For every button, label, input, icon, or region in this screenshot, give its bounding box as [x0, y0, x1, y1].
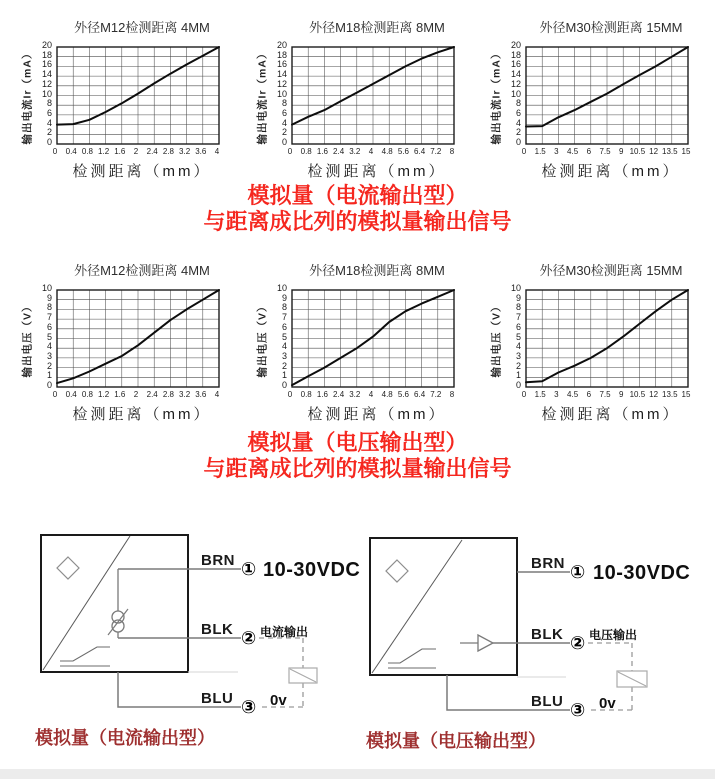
x-tick-label: 6 — [586, 390, 592, 399]
x-tick-label: 0.4 — [65, 390, 77, 399]
grid-lines — [292, 47, 454, 144]
x-tick-label: 0 — [287, 390, 293, 399]
x-tick-label: 2.8 — [162, 147, 174, 156]
y-axis-label: 输出电压（V） — [21, 299, 33, 378]
y-tick-label: 1 — [515, 370, 521, 381]
y-tick-label: 14 — [276, 69, 287, 80]
x-tick-label: 8 — [449, 390, 455, 399]
x-tick-label: 0 — [52, 390, 58, 399]
y-tick-label: 14 — [510, 69, 521, 80]
x-tick-label: 0 — [521, 390, 527, 399]
current-source-arrow — [108, 609, 128, 635]
y-tick-label: 8 — [515, 98, 521, 109]
x-tick-label: 10.5 — [629, 147, 646, 156]
chart-title: 外径M12检测距离 4MM — [74, 20, 210, 35]
output-curve-icon — [388, 649, 436, 663]
y-tick-label: 2 — [281, 127, 287, 138]
x-axis-label: 检测距离（mm） — [72, 406, 212, 423]
x-tick-label: 0.8 — [81, 147, 93, 156]
x-tick-label: 1.2 — [98, 147, 110, 156]
y-tick-label: 6 — [515, 107, 521, 118]
y-tick-label: 2 — [46, 360, 52, 371]
y-tick-label: 2 — [515, 360, 521, 371]
x-tick-label: 7.5 — [599, 147, 611, 156]
x-tick-label: 1.5 — [534, 390, 546, 399]
output-type-label: 电流输出 — [260, 625, 309, 639]
y-axis-label: 输出电流Ir（mA） — [21, 47, 33, 144]
y-axis-ticks — [503, 40, 524, 147]
y-tick-label: 18 — [41, 49, 52, 60]
x-axis-ticks — [287, 146, 464, 157]
y-tick-label: 14 — [41, 69, 52, 80]
y-tick-label: 10 — [41, 283, 52, 293]
y-tick-label: 0 — [515, 380, 521, 390]
output-type-label: 电压输出 — [589, 628, 638, 642]
x-tick-label: 2.4 — [333, 147, 345, 156]
x-axis-ticks — [521, 146, 698, 157]
zero-volt-label: 0v — [599, 695, 616, 712]
y-tick-label: 6 — [46, 107, 52, 118]
x-tick-label: 0.8 — [81, 390, 93, 399]
chart-voltage-m18 — [254, 263, 464, 424]
x-tick-label: 8 — [449, 147, 455, 156]
y-tick-label: 12 — [276, 78, 287, 89]
chart-title: 外径M18检测距离 8MM — [309, 263, 445, 278]
x-tick-label: 6.4 — [414, 147, 426, 156]
heading-line-2: 与距离成比列的模拟量输出信号 — [203, 209, 512, 234]
x-tick-label: 9 — [618, 147, 624, 156]
pin-2-icon: ② — [241, 628, 257, 648]
x-tick-label: 0.8 — [300, 390, 312, 399]
x-tick-label: 3.6 — [195, 147, 207, 156]
heading-line-1: 模拟量（电压输出型） — [247, 430, 468, 455]
y-tick-label: 6 — [46, 321, 52, 332]
y-tick-label: 7 — [281, 312, 287, 323]
x-tick-label: 7.5 — [599, 390, 611, 399]
x-axis-label: 检测距离（mm） — [307, 406, 447, 423]
x-tick-label: 2.4 — [146, 390, 158, 399]
y-tick-label: 8 — [281, 98, 287, 109]
heading-line-2: 与距离成比列的模拟量输出信号 — [203, 456, 512, 481]
y-tick-label: 1 — [46, 370, 52, 381]
x-tick-label: 1.5 — [534, 147, 546, 156]
y-tick-label: 0 — [46, 137, 52, 147]
x-tick-label: 1.2 — [98, 390, 110, 399]
wire-label-blu: BLU — [531, 693, 564, 710]
x-axis-ticks — [52, 389, 229, 400]
x-tick-label: 9 — [618, 390, 624, 399]
heading-current-output — [0, 183, 715, 235]
wiring-diagram-voltage — [352, 520, 697, 770]
x-tick-label: 4.5 — [567, 147, 579, 156]
y-axis-label: 输出电压（V） — [490, 299, 502, 378]
wire-label-brn: BRN — [201, 552, 235, 569]
x-tick-label: 2.4 — [333, 390, 345, 399]
x-tick-label: 7.2 — [430, 390, 442, 399]
x-tick-label: 1.6 — [316, 147, 328, 156]
chart-current-m12 — [19, 20, 229, 181]
diagram-caption: 模拟量（电压输出型） — [366, 731, 546, 751]
x-tick-label: 5.6 — [397, 147, 409, 156]
x-tick-label: 2.4 — [146, 147, 158, 156]
x-tick-label: 7.2 — [430, 147, 442, 156]
wiring-diagram-graphics — [20, 520, 360, 720]
x-tick-label: 2 — [133, 390, 139, 399]
y-tick-label: 7 — [46, 312, 52, 323]
zero-volt-label: 0v — [270, 692, 287, 709]
chart-title: 外径M12检测距离 4MM — [74, 263, 210, 278]
x-tick-label: 1.6 — [114, 390, 126, 399]
grid-lines — [57, 47, 219, 144]
x-tick-label: 0 — [287, 147, 293, 156]
y-tick-label: 12 — [510, 78, 521, 89]
x-tick-label: 3 — [554, 390, 559, 399]
x-tick-label: 3.2 — [179, 147, 191, 156]
y-tick-label: 7 — [515, 312, 521, 323]
x-tick-label: 3.2 — [349, 147, 361, 156]
y-tick-label: 2 — [515, 127, 521, 138]
y-tick-label: 10 — [510, 88, 521, 99]
x-axis-label: 检测距离（mm） — [72, 163, 212, 180]
x-tick-label: 4.8 — [381, 390, 393, 399]
x-axis-ticks — [287, 389, 464, 400]
y-tick-label: 3 — [515, 350, 521, 361]
y-tick-label: 3 — [281, 350, 287, 361]
wire-label-blu: BLU — [201, 690, 234, 707]
x-tick-label: 12 — [649, 390, 659, 399]
y-tick-label: 18 — [276, 49, 287, 60]
x-tick-label: 4 — [368, 147, 374, 156]
y-tick-label: 2 — [281, 360, 287, 371]
supply-voltage-label: 10-30VDC — [593, 562, 691, 584]
chart-current-m30 — [488, 20, 698, 181]
plot-area — [524, 45, 690, 146]
chart-title: 外径M18检测距离 8MM — [309, 20, 445, 35]
y-tick-label: 10 — [276, 283, 287, 293]
x-tick-label: 15 — [681, 390, 691, 399]
x-tick-label: 3.2 — [179, 390, 191, 399]
y-tick-label: 18 — [510, 49, 521, 60]
x-tick-label: 0 — [521, 147, 527, 156]
y-tick-label: 1 — [281, 370, 287, 381]
wire-label-brn: BRN — [531, 555, 565, 572]
y-tick-label: 6 — [281, 107, 287, 118]
y-tick-label: 20 — [41, 40, 52, 50]
y-tick-label: 8 — [46, 302, 52, 313]
diamond-icon — [57, 557, 79, 579]
x-tick-label: 1.6 — [316, 390, 328, 399]
plot-area — [55, 288, 221, 389]
chart-current-m18 — [254, 20, 464, 181]
x-tick-label: 3.6 — [195, 390, 207, 399]
y-tick-label: 8 — [46, 98, 52, 109]
x-tick-label: 4.5 — [567, 390, 579, 399]
wiring-diagram-current — [20, 520, 365, 770]
x-tick-label: 4 — [368, 390, 374, 399]
y-tick-label: 5 — [515, 331, 521, 342]
y-tick-label: 2 — [46, 127, 52, 138]
x-tick-label: 4 — [214, 147, 220, 156]
y-axis-ticks — [34, 283, 55, 390]
y-tick-label: 4 — [515, 341, 521, 352]
y-tick-label: 0 — [281, 380, 287, 390]
x-axis-label: 检测距离（mm） — [541, 406, 681, 423]
x-tick-label: 10.5 — [629, 390, 646, 399]
x-tick-label: 4 — [214, 390, 220, 399]
y-tick-label: 6 — [515, 321, 521, 332]
x-tick-label: 3.2 — [349, 390, 361, 399]
plot-area — [524, 288, 690, 389]
y-tick-label: 12 — [41, 78, 52, 89]
y-tick-label: 0 — [515, 137, 521, 147]
wire-label-blk: BLK — [201, 621, 234, 638]
amplifier-icon — [478, 635, 493, 651]
heading-voltage-output — [0, 430, 715, 482]
pin-3-icon: ③ — [241, 697, 257, 717]
chart-voltage-m30 — [488, 263, 698, 424]
plot-area — [290, 45, 456, 146]
x-axis-ticks — [52, 146, 229, 157]
x-tick-label: 12 — [649, 147, 659, 156]
x-tick-label: 15 — [681, 147, 691, 156]
y-tick-label: 0 — [281, 137, 287, 147]
diamond-icon — [386, 560, 408, 582]
output-curve-icon — [60, 647, 110, 661]
y-tick-label: 16 — [276, 59, 287, 70]
pin-2-icon: ② — [570, 633, 586, 653]
x-tick-label: 1.6 — [114, 147, 126, 156]
y-tick-label: 16 — [41, 59, 52, 70]
x-tick-label: 3 — [554, 147, 559, 156]
y-tick-label: 8 — [281, 302, 287, 313]
wiring-diagram-graphics — [352, 520, 697, 720]
y-tick-label: 4 — [515, 117, 521, 128]
y-tick-label: 4 — [46, 117, 52, 128]
x-axis-label: 检测距离（mm） — [307, 163, 447, 180]
y-axis-ticks — [503, 283, 524, 390]
y-tick-label: 4 — [281, 117, 287, 128]
y-axis-ticks — [34, 40, 55, 147]
y-tick-label: 20 — [276, 40, 287, 50]
x-tick-label: 13.5 — [662, 147, 678, 156]
y-tick-label: 16 — [510, 59, 521, 70]
x-tick-label: 6 — [586, 147, 592, 156]
x-tick-label: 0.8 — [300, 147, 312, 156]
y-tick-label: 4 — [46, 341, 52, 352]
y-tick-label: 20 — [510, 40, 521, 50]
y-tick-label: 10 — [510, 283, 521, 293]
x-tick-label: 0 — [52, 147, 58, 156]
diagram-caption: 模拟量（电流输出型） — [35, 728, 215, 748]
chart-title: 外径M30检测距离 15MM — [539, 20, 683, 35]
x-axis-ticks — [521, 389, 698, 400]
x-tick-label: 13.5 — [662, 390, 678, 399]
y-axis-ticks — [269, 283, 290, 390]
diagonal-line — [372, 540, 462, 673]
y-axis-ticks — [269, 40, 290, 147]
diagonal-line — [43, 536, 130, 670]
y-axis-label: 输出电流Ir（mA） — [256, 47, 268, 144]
y-tick-label: 10 — [276, 88, 287, 99]
chart-voltage-m12 — [19, 263, 229, 424]
pin-1-icon: ① — [570, 562, 586, 582]
footer-bar — [0, 769, 715, 779]
wire-label-blk: BLK — [531, 626, 564, 643]
chart-title: 外径M30检测距离 15MM — [539, 263, 683, 278]
x-tick-label: 4.8 — [381, 147, 393, 156]
x-tick-label: 2 — [133, 147, 139, 156]
y-tick-label: 9 — [46, 292, 52, 303]
sensor-box — [370, 538, 517, 675]
plot-area — [290, 288, 456, 389]
heading-line-1: 模拟量（电流输出型） — [247, 183, 468, 208]
y-tick-label: 6 — [281, 321, 287, 332]
y-tick-label: 0 — [46, 380, 52, 390]
y-tick-label: 4 — [281, 341, 287, 352]
y-tick-label: 9 — [281, 292, 287, 303]
y-axis-label: 输出电压（V） — [256, 299, 268, 378]
y-tick-label: 3 — [46, 350, 52, 361]
sensor-box — [41, 535, 188, 672]
y-tick-label: 10 — [41, 88, 52, 99]
plot-area — [55, 45, 221, 146]
x-tick-label: 2.8 — [162, 390, 174, 399]
pin-3-icon: ③ — [570, 700, 586, 720]
pin-1-icon: ① — [241, 559, 257, 579]
y-tick-label: 9 — [515, 292, 521, 303]
y-tick-label: 5 — [281, 331, 287, 342]
x-tick-label: 5.6 — [397, 390, 409, 399]
x-tick-label: 6.4 — [414, 390, 426, 399]
y-tick-label: 8 — [515, 302, 521, 313]
y-tick-label: 5 — [46, 331, 52, 342]
x-axis-label: 检测距离（mm） — [541, 163, 681, 180]
supply-voltage-label: 10-30VDC — [263, 559, 361, 581]
y-axis-label: 输出电流Ir（mA） — [490, 47, 502, 144]
x-tick-label: 0.4 — [65, 147, 77, 156]
